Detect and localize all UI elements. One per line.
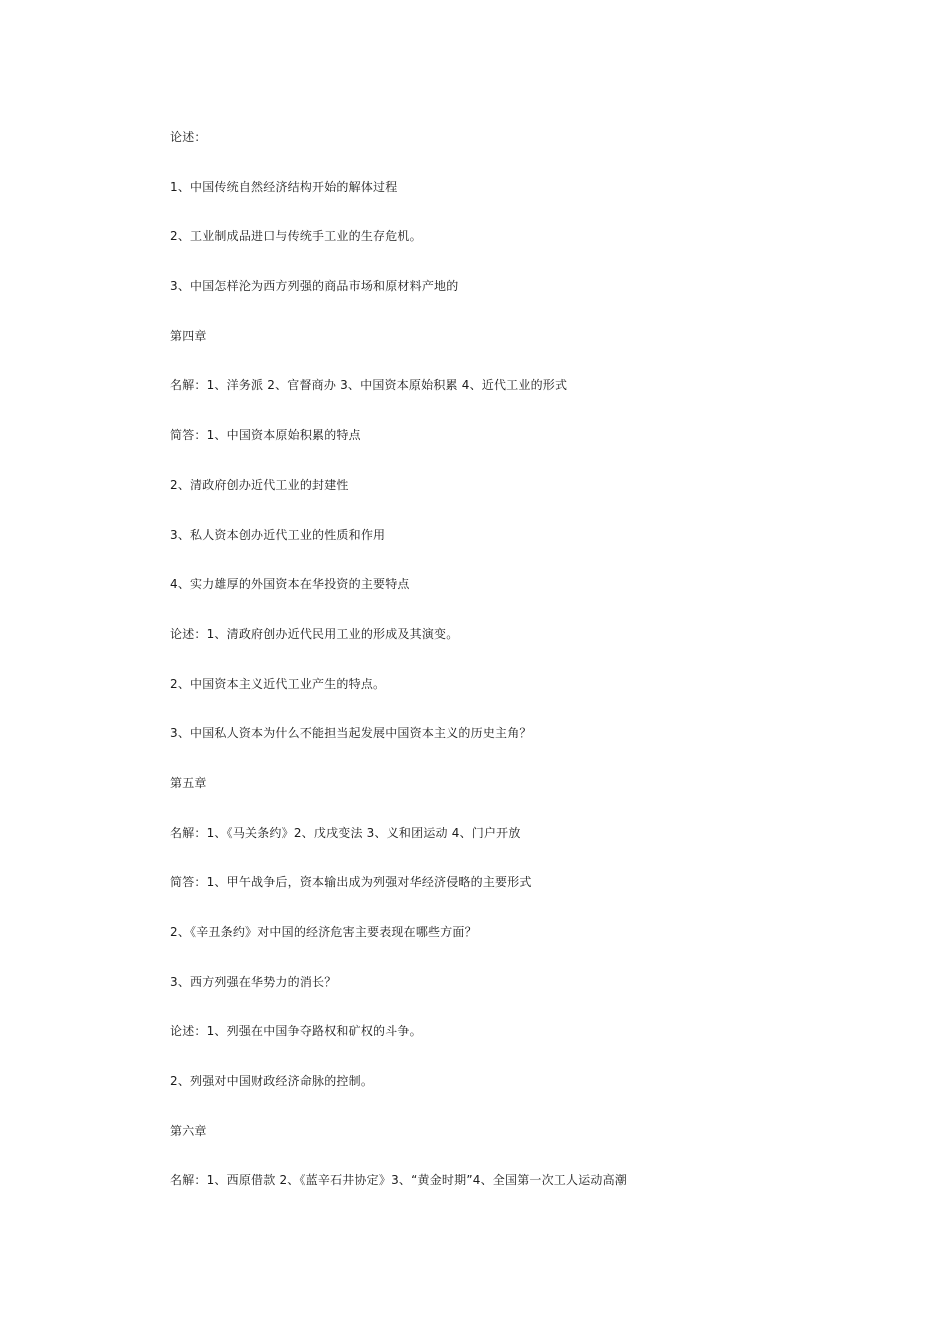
text-line: 4、实力雄厚的外国资本在华投资的主要特点 [170, 577, 410, 592]
text-line: 论述：1、清政府创办近代民用工业的形成及其演变。 [170, 626, 459, 641]
text-line: 简答：1、甲午战争后，资本输出成为列强对华经济侵略的主要形式 [170, 875, 532, 890]
text-line: 3、中国私人资本为什么不能担当起发展中国资本主义的历史主角？ [170, 726, 532, 741]
text-line: 2、《辛丑条约》对中国的经济危害主要表现在哪些方面？ [170, 925, 477, 939]
text-line: 2、中国资本主义近代工业产生的特点。 [170, 676, 386, 691]
text-line: 3、私人资本创办近代工业的性质和作用 [170, 527, 386, 542]
text-line: 1、中国传统自然经济结构开始的解体过程 [170, 179, 398, 194]
chapter-heading-6: 第六章 [170, 1123, 207, 1138]
text-line: 3、中国怎样沦为西方列强的商品市场和原材料产地的 [170, 279, 459, 294]
text-line: 简答：1、中国资本原始积累的特点 [170, 428, 361, 443]
text-line: 2、工业制成品进口与传统手工业的生存危机。 [170, 229, 422, 244]
text-line: 名解：1、《马关条约》2、戊戌变法 3、义和团运动 4、门户开放 [170, 825, 521, 840]
document-body [170, 128, 870, 1221]
text-line: 3、西方列强在华势力的消长？ [170, 974, 337, 989]
text-line: 2、清政府创办近代工业的封建性 [170, 477, 349, 492]
text-line: 名解：1、洋务派 2、官督商办 3、中国资本原始积累 4、近代工业的形式 [170, 378, 568, 393]
chapter-heading-4: 第四章 [170, 328, 207, 343]
text-line: 名解：1、西原借款 2、《蓝辛石井协定》3、“黄金时期”4、全国第一次工人运动高潮 [170, 1173, 627, 1188]
chapter-heading-5: 第五章 [170, 775, 207, 790]
text-line: 论述：1、列强在中国争夺路权和矿权的斗争。 [170, 1024, 422, 1039]
text-line: 2、列强对中国财政经济命脉的控制。 [170, 1074, 374, 1089]
section-heading-discussion: 论述： [170, 130, 207, 144]
